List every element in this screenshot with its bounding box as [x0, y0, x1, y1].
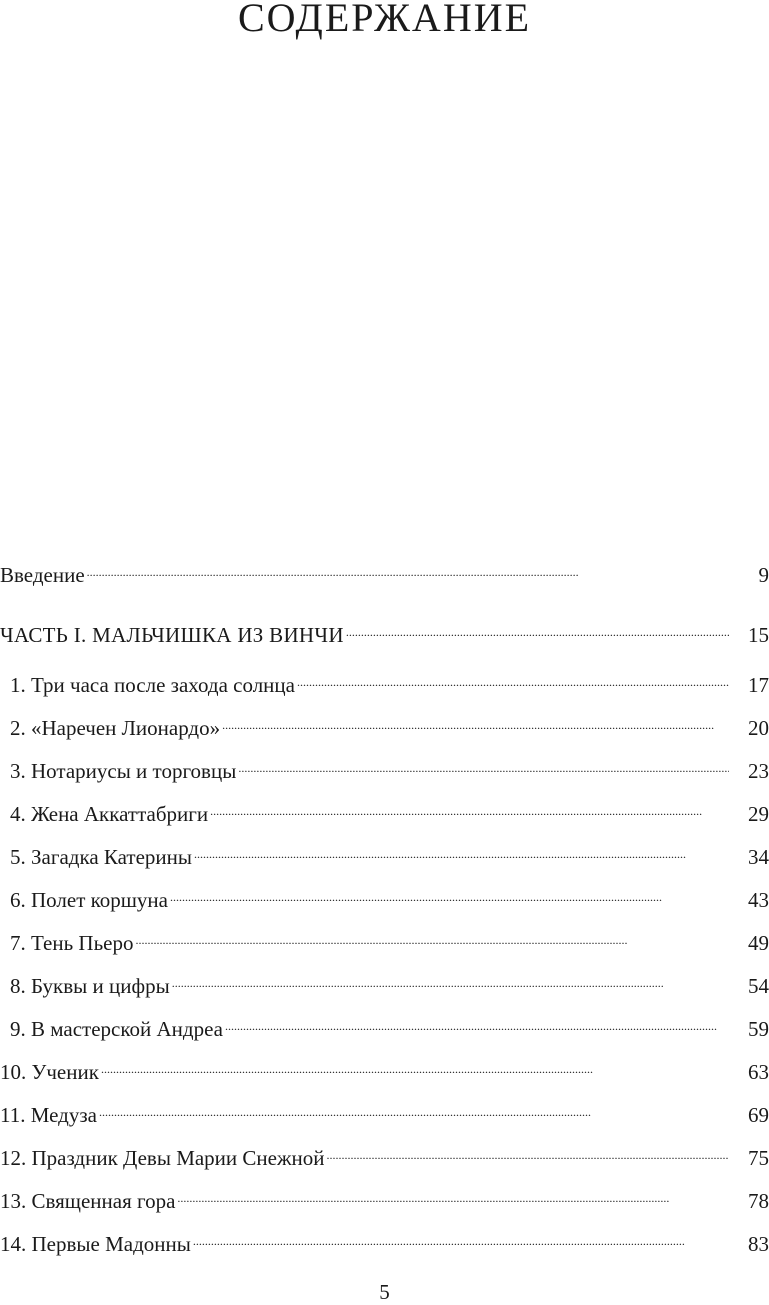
- toc-entry-page: 15: [748, 623, 769, 647]
- toc-entry-page: 34: [748, 845, 769, 869]
- toc-entry-chapter[interactable]: [0, 963, 769, 998]
- toc-entry-label: 13. Священная гора: [0, 1189, 176, 1213]
- dot-leader: [87, 552, 729, 582]
- page-title: СОДЕРЖАНИЕ: [237, 0, 532, 40]
- dot-leader: [135, 920, 729, 950]
- toc-entry-label: 9. В мастерской Андреа: [10, 1017, 223, 1041]
- toc-entry-chapter[interactable]: [0, 791, 769, 826]
- dot-leader: [297, 662, 729, 692]
- dot-leader: [222, 705, 729, 735]
- toc-entry-page: 83: [748, 1232, 769, 1256]
- dot-leader: [225, 1006, 729, 1036]
- dot-leader: [210, 791, 729, 821]
- toc-entry-page: 49: [748, 931, 769, 955]
- toc-entry-label: 2. «Наречен Лионардо»: [10, 716, 221, 740]
- dot-leader: [346, 612, 729, 642]
- toc-entry-label: 6. Полет коршуна: [10, 888, 168, 912]
- toc-entry-chapter[interactable]: [0, 1092, 769, 1127]
- dot-leader: [238, 748, 729, 778]
- toc-entry-part-1[interactable]: [0, 612, 769, 647]
- toc-entry-label: 1. Три часа после захода солнца: [10, 673, 295, 697]
- toc-entry-page: 17: [748, 673, 769, 697]
- toc-entry-chapter[interactable]: [0, 1049, 769, 1084]
- toc-entry-page: 29: [748, 802, 769, 826]
- toc-entry-chapter[interactable]: [0, 1178, 769, 1213]
- toc-entry-page: 23: [748, 759, 769, 783]
- toc-entry-label: 3. Нотариусы и торговцы: [10, 759, 237, 783]
- toc-entry-page: 69: [748, 1103, 769, 1127]
- toc-entry-page: 75: [748, 1146, 769, 1170]
- toc-entry-intro[interactable]: [0, 552, 769, 587]
- toc-entry-page: 54: [748, 974, 769, 998]
- toc-entry-label: 5. Загадка Катерины: [10, 845, 193, 869]
- dot-leader: [194, 834, 729, 864]
- toc-entry-page: 20: [748, 716, 769, 740]
- toc-entry-page: 63: [748, 1060, 769, 1084]
- toc-entry-label: 14. Первые Мадонны: [0, 1232, 191, 1256]
- toc-entry-page: 78: [748, 1189, 769, 1213]
- toc-entry-page: 43: [748, 888, 769, 912]
- dot-leader: [101, 1049, 729, 1079]
- toc-entry-page: 59: [748, 1017, 769, 1041]
- toc-entry-chapter[interactable]: [0, 1135, 769, 1170]
- dot-leader: [326, 1135, 729, 1165]
- toc-entry-label: 8. Буквы и цифры: [10, 974, 170, 998]
- toc-entry-chapter[interactable]: [0, 705, 769, 740]
- toc-entry-chapter[interactable]: [0, 1006, 769, 1041]
- toc-entry-chapter[interactable]: [0, 877, 769, 912]
- toc-entry-chapter[interactable]: [0, 662, 769, 697]
- toc-entry-label: 4. Жена Аккаттабриги: [10, 802, 209, 826]
- dot-leader: [193, 1221, 729, 1251]
- toc-entry-page: 9: [758, 563, 769, 587]
- toc-entry-chapter[interactable]: [0, 1221, 769, 1256]
- toc-entry-chapter[interactable]: [0, 834, 769, 869]
- toc-entry-label: 11. Медуза: [0, 1103, 97, 1127]
- dot-leader: [170, 877, 729, 907]
- toc-entry-label: ЧАСТЬ I. МАЛЬЧИШКА ИЗ ВИНЧИ: [0, 623, 344, 647]
- toc-entry-label: 12. Праздник Девы Марии Снежной: [0, 1146, 325, 1170]
- toc-entry-label: 10. Ученик: [0, 1060, 99, 1084]
- toc-entry-label: Введение: [0, 563, 85, 587]
- dot-leader: [172, 963, 729, 993]
- toc-entry-chapter[interactable]: [0, 748, 769, 783]
- dot-leader: [99, 1092, 729, 1122]
- toc-entry-label: 7. Тень Пьеро: [10, 931, 134, 955]
- toc-entry-chapter[interactable]: [0, 920, 769, 955]
- page-number: 5: [379, 1280, 390, 1304]
- dot-leader: [177, 1178, 729, 1208]
